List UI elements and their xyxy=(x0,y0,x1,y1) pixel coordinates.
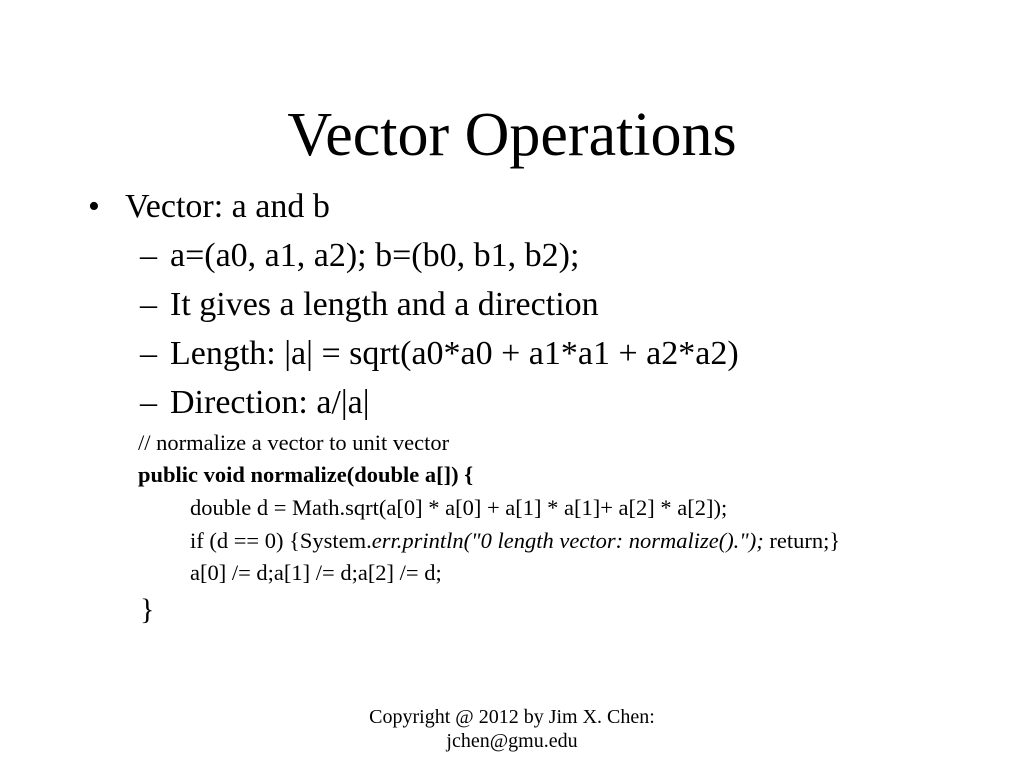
code-comment: // normalize a vector to unit vector xyxy=(138,430,450,455)
sub-bullet-3-text: Length: |a| = sqrt(a0*a0 + a1*a1 + a2*a2) xyxy=(170,335,739,372)
footer-copyright: Copyright @ 2012 by Jim X. Chen: xyxy=(369,706,655,728)
sub-bullet-4-text: Direction: a/|a| xyxy=(170,384,370,421)
code-line-if-start: if (d == 0) {System. xyxy=(190,528,372,553)
sub-bullet-3-marker: – xyxy=(140,335,157,372)
code-line-divide: a[0] /= d;a[1] /= d;a[2] /= d; xyxy=(190,560,442,585)
code-line-if xyxy=(190,528,840,554)
footer-email: jchen@gmu.edu xyxy=(446,730,578,752)
code-closing-brace: } xyxy=(140,593,155,626)
code-method-signature: public void normalize(double a[]) { xyxy=(138,462,474,487)
sub-bullet-1-text: a=(a0, a1, a2); b=(b0, b1, b2); xyxy=(170,237,580,274)
bullet-text: Vector: a and b xyxy=(125,188,330,225)
sub-bullet-4-marker: – xyxy=(140,384,157,421)
code-line-sqrt: double d = Math.sqrt(a[0] * a[0] + a[1] * a[1]+ a[2] * a[2]); xyxy=(190,495,728,520)
sub-bullet-1-marker: – xyxy=(140,237,157,274)
code-line-if-end: return;} xyxy=(763,528,841,553)
bullet-marker: • xyxy=(88,188,100,225)
slide-title: Vector Operations xyxy=(287,101,737,169)
sub-bullet-2-text: It gives a length and a direction xyxy=(170,286,599,323)
code-line-if-italic: err.println("0 length vector: normalize()."); xyxy=(371,528,764,553)
sub-bullet-2-marker: – xyxy=(140,286,157,323)
